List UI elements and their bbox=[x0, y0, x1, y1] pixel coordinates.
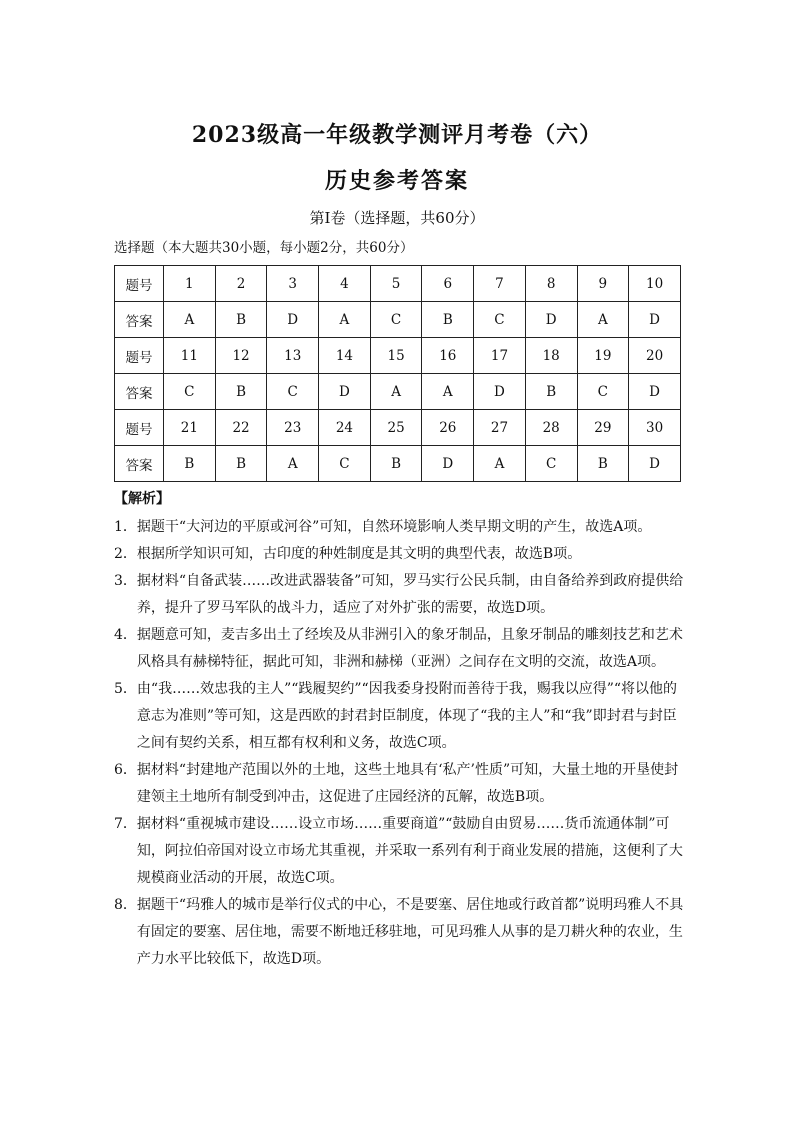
table-row bbox=[115, 410, 681, 446]
table-cell: A bbox=[267, 446, 319, 482]
table-cell: 28 bbox=[525, 410, 577, 446]
analysis-item-number: 3． bbox=[114, 573, 137, 589]
analysis-item-text: 据材料“自备武装……改进武器装备”可知，罗马实行公民兵制，由自备给养到政府提供给养，提升了罗马军队的战斗力，适应了对外扩张的需要，故选D项。 bbox=[136, 573, 684, 616]
analysis-item-text: 据题干“玛雅人的城市是举行仪式的中心，不是要塞、居住地或行政首都”说明玛雅人不具有固定的要塞、居住地，需要不断地迁移驻地，可见玛雅人从事的是刀耕火种的农业，生产力水平比较低下，故选D项。 bbox=[136, 897, 684, 967]
table-cell: 29 bbox=[577, 410, 629, 446]
table-row bbox=[115, 338, 681, 374]
table-cell: A bbox=[319, 302, 371, 338]
table-cell: 27 bbox=[474, 410, 526, 446]
table-row bbox=[115, 446, 681, 482]
analysis-item bbox=[114, 676, 686, 757]
table-cell: 4 bbox=[319, 266, 371, 302]
analysis-item-number: 5． bbox=[114, 681, 137, 697]
row-label: 题号 bbox=[115, 266, 164, 302]
analysis-item-number: 6． bbox=[114, 762, 137, 778]
table-cell: 16 bbox=[422, 338, 474, 374]
table-cell: B bbox=[370, 446, 422, 482]
table-cell: 5 bbox=[370, 266, 422, 302]
table-cell: C bbox=[370, 302, 422, 338]
table-cell: 6 bbox=[422, 266, 474, 302]
table-cell: D bbox=[629, 374, 681, 410]
analysis-item bbox=[114, 622, 686, 676]
table-cell: C bbox=[319, 446, 371, 482]
table-cell: 9 bbox=[577, 266, 629, 302]
table-cell: D bbox=[319, 374, 371, 410]
analysis-list bbox=[114, 514, 686, 973]
table-cell: A bbox=[577, 302, 629, 338]
table-row bbox=[115, 266, 681, 302]
analysis-item-number: 1． bbox=[114, 519, 137, 535]
table-cell: 22 bbox=[215, 410, 267, 446]
row-label: 答案 bbox=[115, 302, 164, 338]
section-heading: 第Ⅰ卷（选择题，共60分） bbox=[309, 209, 485, 227]
table-cell: C bbox=[474, 302, 526, 338]
analysis-item-number: 8． bbox=[114, 897, 137, 913]
table-cell: 8 bbox=[525, 266, 577, 302]
table-cell: B bbox=[215, 374, 267, 410]
analysis-item bbox=[114, 811, 686, 892]
table-row bbox=[115, 374, 681, 410]
table-cell: C bbox=[164, 374, 216, 410]
table-cell: B bbox=[525, 374, 577, 410]
analysis-item-text: 据题干“大河边的平原或河谷”可知，自然环境影响人类早期文明的产生，故选A项。 bbox=[136, 519, 652, 535]
analysis-item-number: 7． bbox=[114, 816, 137, 832]
table-cell: 3 bbox=[267, 266, 319, 302]
table-cell: 2 bbox=[215, 266, 267, 302]
table-cell: D bbox=[267, 302, 319, 338]
page-title: 2023级高一年级教学测评月考卷（六） bbox=[191, 122, 603, 148]
table-cell: 20 bbox=[629, 338, 681, 374]
table-cell: C bbox=[525, 446, 577, 482]
table-cell: B bbox=[215, 446, 267, 482]
analysis-item bbox=[114, 568, 686, 622]
table-cell: 30 bbox=[629, 410, 681, 446]
table-cell: 11 bbox=[164, 338, 216, 374]
table-cell: 1 bbox=[164, 266, 216, 302]
table-row bbox=[115, 302, 681, 338]
table-cell: 10 bbox=[629, 266, 681, 302]
table-cell: D bbox=[525, 302, 577, 338]
table-cell: 12 bbox=[215, 338, 267, 374]
table-cell: D bbox=[422, 446, 474, 482]
analysis-item-text: 据题意可知，麦吉多出土了经埃及从非洲引入的象牙制品，且象牙制品的雕刻技艺和艺术风格具有赫梯特征，据此可知，非洲和赫梯（亚洲）之间存在文明的交流，故选A项。 bbox=[136, 627, 683, 670]
row-label: 题号 bbox=[115, 410, 164, 446]
analysis-item-text: 根据所学知识可知，古印度的种姓制度是其文明的典型代表，故选B项。 bbox=[136, 546, 582, 562]
table-cell: C bbox=[267, 374, 319, 410]
table-cell: 14 bbox=[319, 338, 371, 374]
analysis-heading: 【解析】 bbox=[114, 491, 170, 507]
table-cell: 19 bbox=[577, 338, 629, 374]
table-cell: A bbox=[164, 302, 216, 338]
instruction-text: 选择题（本大题共30小题，每小题2分，共60分） bbox=[114, 240, 414, 256]
table-cell: A bbox=[370, 374, 422, 410]
table-cell: A bbox=[422, 374, 474, 410]
table-cell: 7 bbox=[474, 266, 526, 302]
table-cell: 23 bbox=[267, 410, 319, 446]
table-cell: 24 bbox=[319, 410, 371, 446]
table-cell: D bbox=[629, 302, 681, 338]
table-cell: 13 bbox=[267, 338, 319, 374]
row-label: 题号 bbox=[115, 338, 164, 374]
table-cell: 25 bbox=[370, 410, 422, 446]
analysis-item-text: 由“我……效忠我的主人”“践履契约”“因我委身投附而善待于我，赐我以应得”“将以他的意志为准则”等可知，这是西欧的封君封臣制度，体现了“我的主人”和“我”即封君与封臣之间有契约关系，相互都有权利和义务，故选C项。 bbox=[136, 681, 678, 751]
table-cell: D bbox=[629, 446, 681, 482]
table-cell: 18 bbox=[525, 338, 577, 374]
table-cell: 17 bbox=[474, 338, 526, 374]
analysis-item bbox=[114, 541, 686, 568]
analysis-item bbox=[114, 757, 686, 811]
analysis-item-text: 据材料“封建地产范围以外的土地，这些土地具有‘私产’性质”可知，大量土地的开垦使封建领主土地所有制受到冲击，这促进了庄园经济的瓦解，故选B项。 bbox=[136, 762, 679, 805]
table-cell: 26 bbox=[422, 410, 474, 446]
table-cell: D bbox=[474, 374, 526, 410]
table-cell: B bbox=[215, 302, 267, 338]
table-cell: C bbox=[577, 374, 629, 410]
table-cell: B bbox=[164, 446, 216, 482]
analysis-item bbox=[114, 892, 686, 973]
analysis-item-number: 4． bbox=[114, 627, 137, 643]
table-cell: A bbox=[474, 446, 526, 482]
analysis-item-number: 2． bbox=[114, 546, 137, 562]
analysis-item-text: 据材料“重视城市建设……设立市场……重要商道”“鼓励自由贸易……货币流通体制”可知，阿拉伯帝国对设立市场尤其重视，并采取一系列有利于商业发展的措施，这便利了大规模商业活动的开展，故选C项。 bbox=[136, 816, 683, 886]
table-cell: 15 bbox=[370, 338, 422, 374]
table-cell: B bbox=[577, 446, 629, 482]
row-label: 答案 bbox=[115, 374, 164, 410]
analysis-item bbox=[114, 514, 686, 541]
page-subtitle: 历史参考答案 bbox=[324, 168, 469, 194]
answer-table bbox=[114, 265, 681, 482]
table-cell: B bbox=[422, 302, 474, 338]
table-cell: 21 bbox=[164, 410, 216, 446]
row-label: 答案 bbox=[115, 446, 164, 482]
